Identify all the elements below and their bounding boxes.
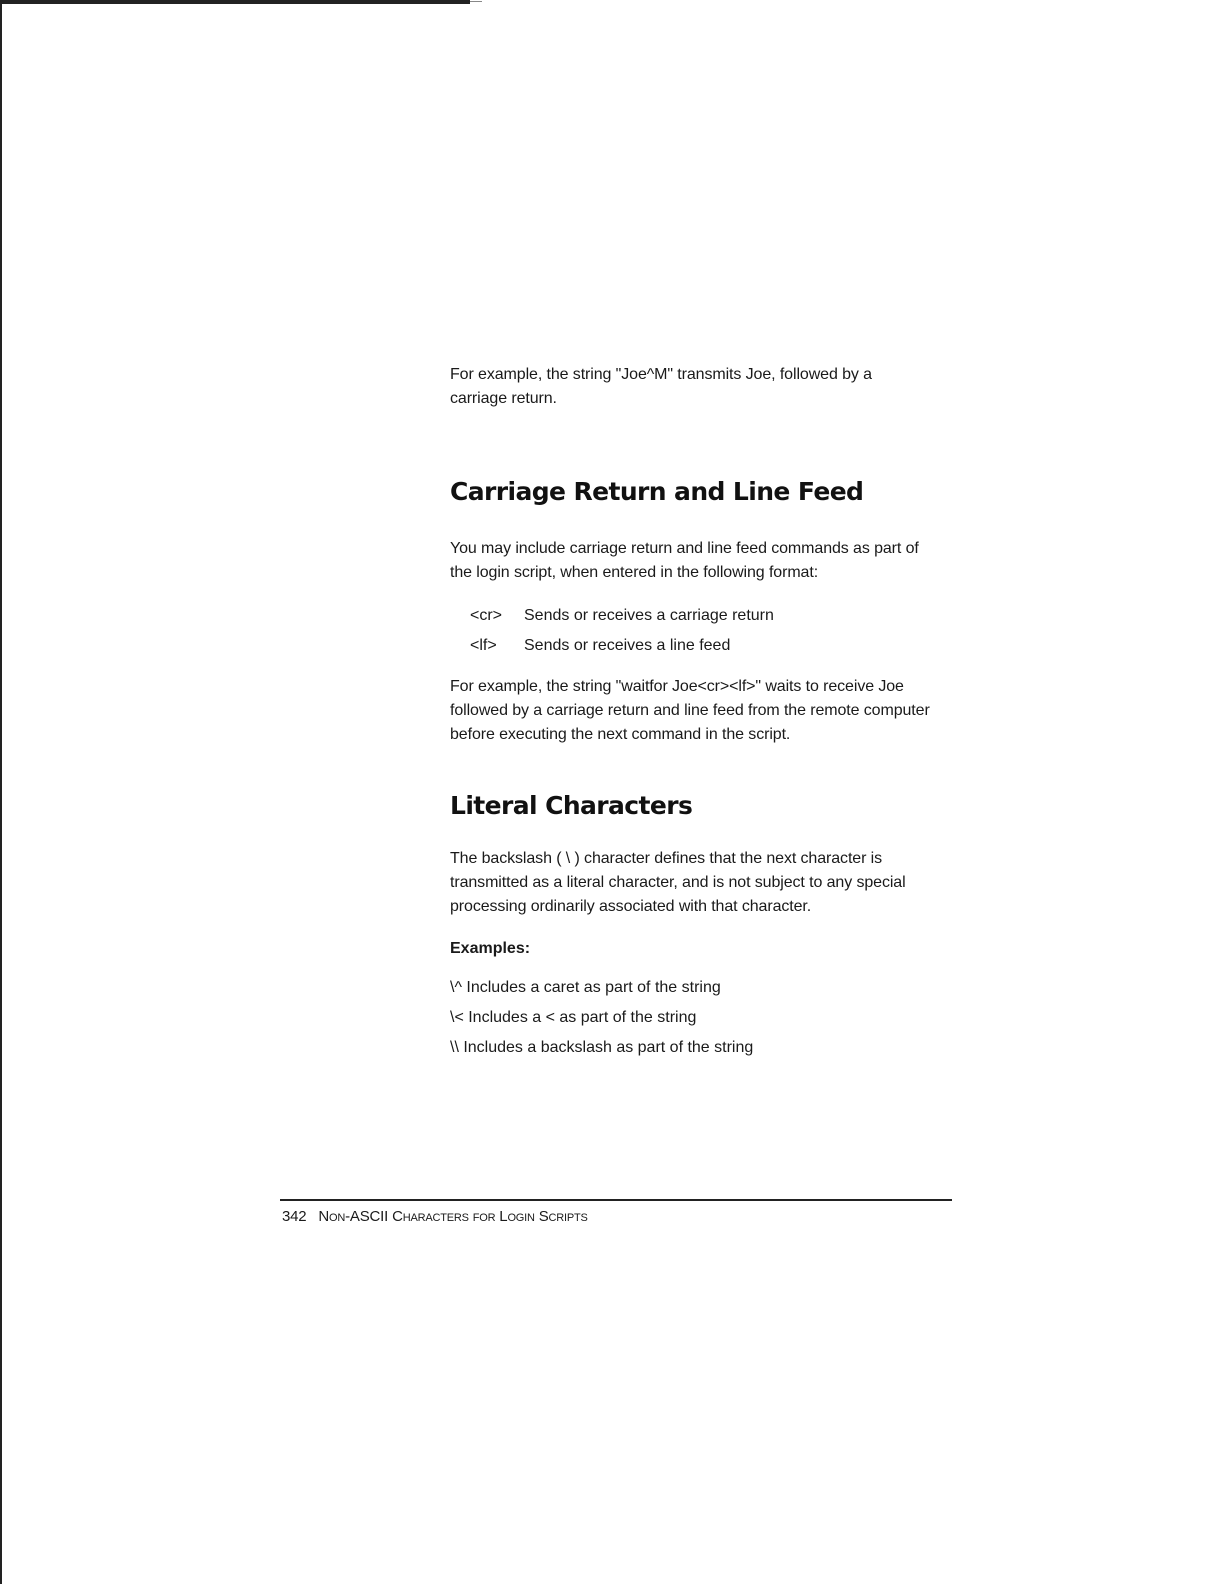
- list-item: \\ Includes a backslash as part of the string: [450, 1039, 754, 1056]
- list-item: \< Includes a < as part of the string: [450, 1009, 697, 1026]
- examples-list: [450, 973, 930, 1063]
- list-item: [470, 631, 930, 661]
- list-item: [470, 601, 930, 631]
- code-term-cr: <cr>: [470, 607, 503, 624]
- section-heading-literal-characters: Literal Characters: [450, 791, 693, 820]
- literal-characters-paragraph: The backslash ( \ ) character defines that the next character is transmitted as a literal character, and is not subject to any special processing ordinarily associated with that character.: [450, 850, 906, 915]
- page-content: [450, 363, 930, 1063]
- carriage-return-paragraph: You may include carriage return and line feed commands as part of the login script, when entered in the following format:: [450, 540, 919, 581]
- code-term-lf: <lf>: [470, 637, 497, 654]
- top-rule: [0, 0, 470, 4]
- section-heading-carriage-return: Carriage Return and Line Feed: [450, 477, 864, 506]
- code-description: Sends or receives a line feed: [524, 637, 731, 654]
- examples-heading: Examples:: [450, 940, 531, 957]
- list-item: \^ Includes a caret as part of the string: [450, 979, 721, 996]
- code-description: Sends or receives a carriage return: [524, 607, 774, 624]
- top-rule-tail: [470, 1, 482, 2]
- page-footer: [282, 1207, 588, 1227]
- intro-paragraph: For example, the string "Joe^M" transmits Joe, followed by a carriage return.: [450, 366, 872, 407]
- control-code-list: [450, 601, 930, 661]
- footer-rule: [280, 1199, 952, 1201]
- page-number: 342: [282, 1208, 307, 1225]
- page-border: [0, 0, 2, 1584]
- carriage-return-example-paragraph: For example, the string "waitfor Joe<cr><lf>" waits to receive Joe followed by a carriage return and line feed from the remote computer before executing the next command in the script.: [450, 678, 930, 743]
- running-title: Non-ASCII Characters for Login Scripts: [318, 1208, 588, 1225]
